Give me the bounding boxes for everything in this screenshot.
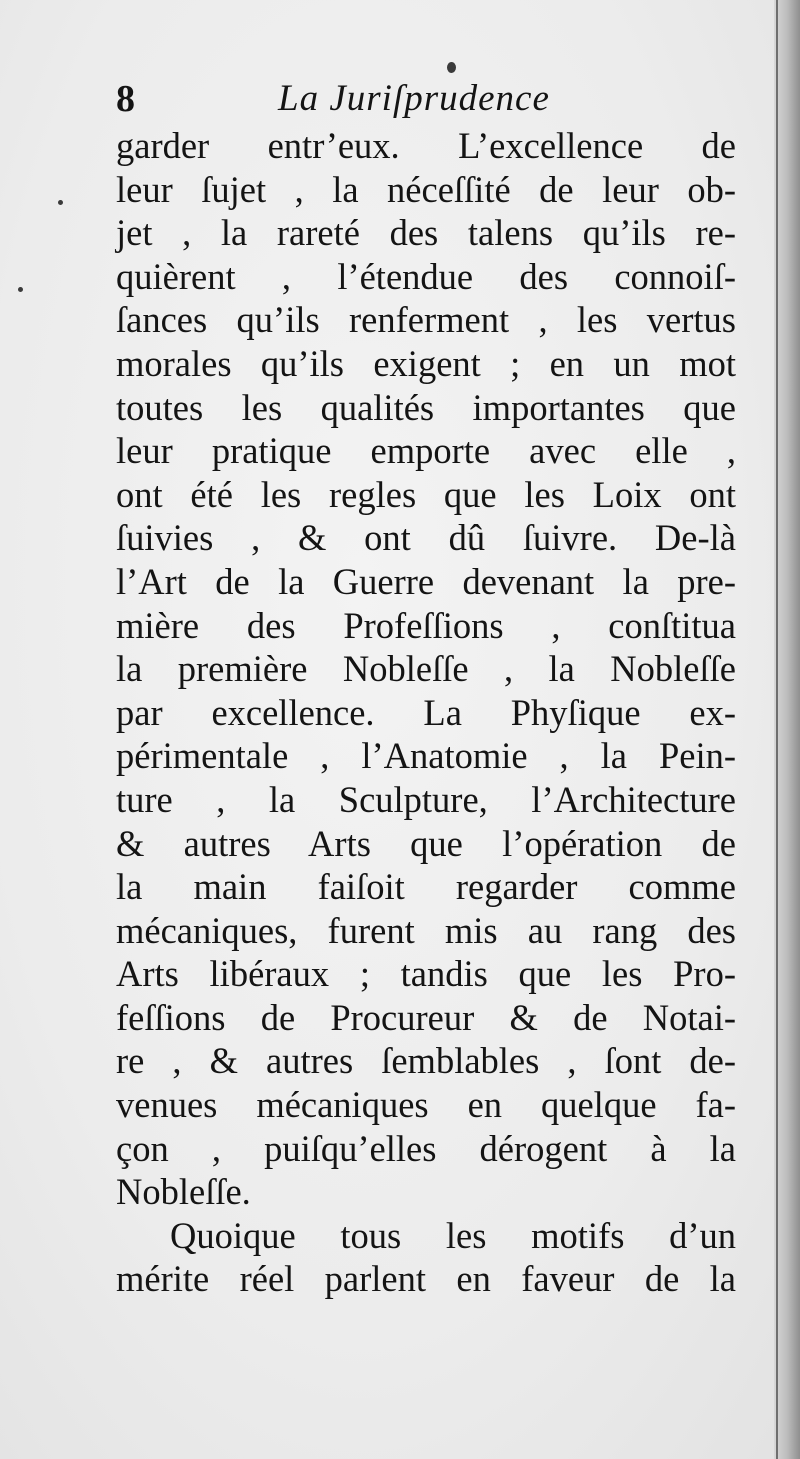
text-line: toutes les qualités importantes que [116,386,736,428]
text-line: jet , la rareté des talens qu’ils re- [116,212,736,254]
text-line: mière des Profeſſions , conſtitua [116,604,736,646]
page-number: 8 [116,78,135,120]
text-line: la main faiſoit regarder comme [116,866,736,908]
running-title: La Juriſprudence [278,78,550,119]
text-line: par excellence. La Phyſique ex- [116,691,736,733]
text-line: & autres Arts que l’opération de [116,822,736,864]
text-line: ture , la Sculpture, l’Architecture [116,778,736,820]
text-line: l’Art de la Guerre devenant la pre- [116,560,736,602]
ink-speck [447,62,456,73]
text-line: ſuivies , & ont dû ſuivre. De-là [116,517,736,559]
text-line: Arts libéraux ; tandis que les Pro- [116,953,736,995]
text-line: mécaniques, furent mis au rang des [116,909,736,951]
page-header [116,74,736,124]
body-text [116,124,736,1301]
text-line: périmentale , l’Anatomie , la Pein- [116,735,736,777]
paragraph-start-line: Quoique tous les motifs d’un [170,1214,736,1256]
text-line: quièrent , l’étendue des connoiſ- [116,255,736,297]
text-line: ſances qu’ils renferment , les vertus [116,299,736,341]
ink-speck [18,287,23,292]
text-line: çon , puiſqu’elles dérogent à la [116,1127,736,1169]
text-line: ont été les regles que les Loix ont [116,473,736,515]
text-line: re , & autres ſemblables , ſont de- [116,1040,736,1082]
text-line: leur ſujet , la néceſſité de leur ob- [116,168,736,210]
text-line: morales qu’ils exigent ; en un mot [116,342,736,384]
text-line: la première Nobleſſe , la Nobleſſe [116,648,736,690]
gutter-edge [776,0,778,1459]
text-line: garder entr’eux. L’excellence de [116,125,736,166]
ink-speck [58,200,63,205]
text-line: leur pratique emporte avec elle , [116,430,736,472]
text-line: venues mécaniques en quelque fa- [116,1084,736,1126]
text-line: mérite réel parlent en faveur de la [116,1258,736,1300]
text-line: feſſions de Procureur & de Notai- [116,996,736,1038]
paragraph-end-line: Nobleſſe. [116,1171,251,1213]
